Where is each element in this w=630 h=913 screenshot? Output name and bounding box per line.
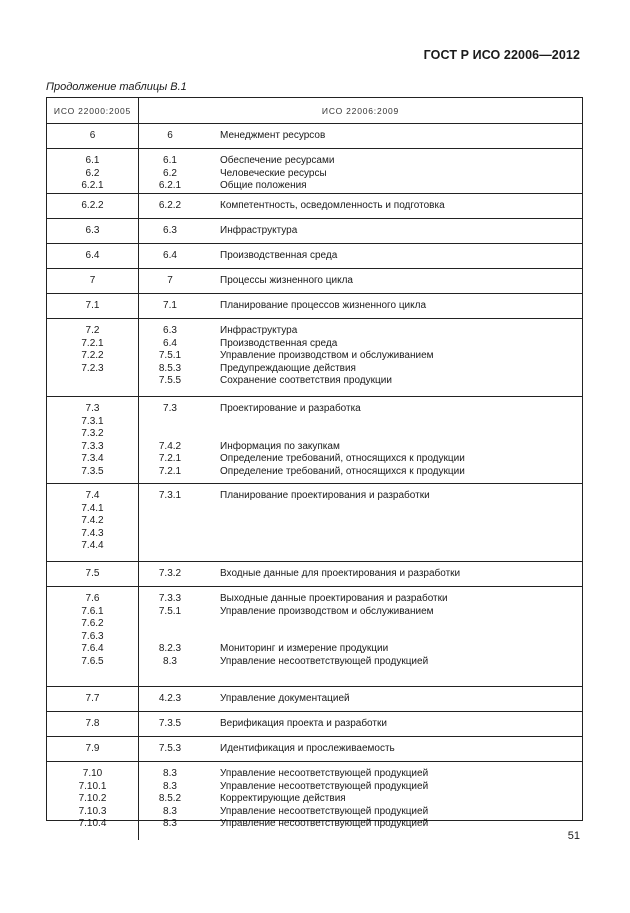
table-body [47, 124, 582, 840]
table-row [47, 294, 582, 319]
iso-22006-clause: 7.2.1 [158, 465, 182, 477]
iso-22000-clause: 6.3 [85, 225, 100, 236]
iso-22000-clause-cell [47, 124, 139, 148]
iso-22006-clause: 6.1 [163, 155, 177, 166]
clause-title-cell [201, 737, 582, 761]
iso-22006-clause-cell [139, 737, 201, 761]
page-number: 51 [567, 830, 580, 842]
iso-22000-clause-cell [47, 484, 139, 561]
clause-title-cell [201, 562, 582, 586]
iso-22006-clause: 7.1 [163, 300, 177, 311]
clause-title: Менеджмент ресурсов [220, 130, 326, 141]
clause-title: Управление несоответствующей продукцией [220, 818, 429, 830]
table-row [47, 562, 582, 587]
iso-22006-clause: 7 [167, 275, 173, 286]
document-header: ГОСТ Р ИСО 22006—2012 [423, 48, 580, 62]
iso-22000-clause-cell [47, 149, 139, 193]
iso-22000-clause-cell [47, 397, 139, 483]
table-caption: Продолжение таблицы В.1 [46, 81, 187, 93]
iso-22006-clause-cell [139, 124, 201, 148]
clause-title: Управление производством и обслуживанием [220, 350, 434, 362]
iso-22000-clause: 7.3.2 [81, 428, 104, 440]
iso-22006-clause [139, 528, 201, 541]
column-header-iso-22006: ИСО 22006:2009 [321, 105, 400, 116]
table-row [47, 737, 582, 762]
iso-22006-clause: 6.2 [163, 167, 177, 179]
iso-22000-clause-cell [47, 219, 139, 243]
iso-22000-clause: 7.4.1 [81, 502, 104, 514]
iso-22006-clause [139, 540, 201, 553]
iso-22000-clause-cell [47, 737, 139, 761]
iso-22006-clause [139, 428, 201, 441]
iso-22006-clause: 7.3.5 [158, 718, 182, 729]
iso-22006-clause-cell [139, 687, 201, 711]
iso-22006-clause-cell [139, 319, 201, 396]
iso-22000-clause: 7.4 [85, 490, 100, 501]
iso-22000-clause-cell [47, 319, 139, 396]
clause-title: Управление несоответствующей продукцией [220, 768, 429, 779]
clause-title: Производственная среда [220, 250, 338, 261]
iso-22006-clause: 7.4.2 [158, 440, 182, 452]
iso-22000-clause: 6.2.1 [81, 180, 104, 192]
iso-22006-clause-cell [139, 244, 201, 268]
iso-22000-clause: 7.10.4 [78, 818, 107, 830]
clause-title: Управление документацией [220, 693, 350, 704]
table-row [47, 194, 582, 219]
iso-22000-clause: 7.6 [85, 593, 100, 604]
table-row [47, 712, 582, 737]
iso-22000-clause-cell [47, 269, 139, 293]
iso-22006-clause: 8.3 [163, 780, 177, 792]
iso-22006-clause [139, 618, 201, 631]
clause-title: Управление несоответствующей продукцией [220, 780, 429, 792]
table-row [47, 484, 582, 562]
iso-22000-clause: 7.2.2 [81, 350, 104, 362]
clause-title-cell [201, 319, 582, 396]
correspondence-table [46, 97, 583, 830]
iso-22000-clause: 7.6.4 [81, 643, 104, 655]
iso-22000-clause: 7.3.5 [81, 465, 104, 477]
iso-22000-clause: 7.2.3 [81, 362, 104, 374]
iso-22006-clause: 8.5.2 [158, 793, 182, 805]
iso-22006-clause: 7.5.3 [158, 743, 182, 754]
iso-22000-clause-cell [47, 712, 139, 736]
iso-22006-clause: 7.3.3 [158, 593, 182, 604]
iso-22006-clause-cell [139, 219, 201, 243]
iso-22000-clause: 7.4.4 [81, 540, 104, 552]
clause-title: Инфраструктура [220, 225, 298, 236]
clause-title-cell [201, 397, 582, 483]
table-row [47, 244, 582, 269]
clause-title [220, 631, 582, 644]
iso-22000-clause-cell [47, 244, 139, 268]
table-row [47, 219, 582, 244]
iso-22000-clause: 7.3 [85, 403, 100, 414]
iso-22000-clause-cell [47, 687, 139, 711]
clause-title [220, 515, 582, 528]
clause-title-cell [201, 762, 582, 840]
iso-22000-clause: 7.10 [82, 768, 103, 779]
iso-22000-clause: 6.2.2 [81, 200, 104, 211]
iso-22006-clause: 6.2.2 [158, 200, 182, 211]
iso-22006-clause: 8.3 [163, 805, 177, 817]
iso-22006-clause: 7.3 [163, 403, 177, 414]
clause-title: Проектирование и разработка [220, 403, 361, 414]
iso-22006-clause-cell [139, 587, 201, 686]
iso-22000-clause: 7.10.2 [78, 793, 107, 805]
iso-22000-clause: 6.2 [85, 167, 100, 179]
clause-title-cell [201, 484, 582, 561]
iso-22006-clause-cell [139, 712, 201, 736]
iso-22000-clause: 7.7 [85, 693, 100, 704]
clause-title: Планирование процессов жизненного цикла [220, 300, 427, 311]
iso-22000-clause: 7.6.5 [81, 655, 104, 667]
table-row [47, 687, 582, 712]
table-row [47, 149, 582, 194]
table-row [47, 587, 582, 687]
iso-22006-clause: 6.4 [163, 250, 177, 261]
iso-22006-clause: 8.2.3 [158, 643, 182, 655]
iso-22000-clause: 7.10.3 [78, 805, 107, 817]
iso-22000-clause [47, 375, 138, 388]
clause-title: Инфраструктура [220, 325, 298, 336]
clause-title: Входные данные для проектирования и разработки [220, 568, 461, 579]
iso-22006-clause-cell [139, 269, 201, 293]
iso-22006-clause: 6.2.1 [158, 180, 182, 192]
iso-22006-clause: 8.3 [163, 768, 177, 779]
iso-22000-clause: 7.6.1 [81, 605, 104, 617]
clause-title: Компетентность, осведомленность и подготовка [220, 200, 445, 211]
table-row [47, 319, 582, 397]
clause-title: Управление несоответствующей продукцией [220, 805, 429, 817]
iso-22000-clause-cell [47, 562, 139, 586]
table-row [47, 397, 582, 484]
clause-title-cell [201, 587, 582, 686]
clause-title-cell [201, 219, 582, 243]
clause-title: Планирование проектирования и разработки [220, 490, 430, 501]
clause-title-cell [201, 294, 582, 318]
clause-title: Общие положения [220, 180, 307, 192]
clause-title: Идентификация и прослеживаемость [220, 743, 395, 754]
iso-22006-clause-cell [139, 562, 201, 586]
clause-title: Человеческие ресурсы [220, 167, 327, 179]
iso-22000-clause: 7.6.3 [81, 630, 104, 642]
column-header-iso-22000: ИСО 22000:2005 [47, 98, 139, 123]
iso-22000-clause: 7.6.2 [81, 618, 104, 630]
clause-title: Производственная среда [220, 337, 338, 349]
clause-title: Определение требований, относящихся к продукции [220, 453, 465, 465]
iso-22006-clause-cell [139, 397, 201, 483]
iso-22000-clause: 7.1 [85, 300, 100, 311]
iso-22000-clause: 7.9 [85, 743, 100, 754]
iso-22000-clause: 7.3.1 [81, 415, 104, 427]
clause-title-cell [201, 149, 582, 193]
iso-22000-clause: 7.4.2 [81, 515, 104, 527]
iso-22006-clause: 4.2.3 [158, 693, 182, 704]
clause-title-cell [201, 712, 582, 736]
iso-22006-clause: 8.5.3 [158, 362, 182, 374]
iso-22006-clause: 7.3.2 [158, 568, 182, 579]
clause-title: Определение требований, относящихся к продукции [220, 465, 465, 477]
iso-22006-clause: 6.4 [163, 337, 177, 349]
iso-22006-clause-cell [139, 149, 201, 193]
clause-title-cell [201, 244, 582, 268]
clause-title-cell [201, 194, 582, 218]
iso-22000-clause: 7.3.3 [81, 440, 104, 452]
clause-title: Обеспечение ресурсами [220, 155, 335, 166]
clause-title: Процессы жизненного цикла [220, 275, 353, 286]
iso-22000-clause-cell [47, 587, 139, 686]
iso-22006-clause: 8.3 [163, 655, 177, 667]
iso-22000-clause-cell [47, 762, 139, 840]
iso-22006-clause: 8.3 [163, 818, 177, 830]
clause-title [220, 416, 582, 429]
clause-title: Информация по закупкам [220, 440, 340, 452]
clause-title [220, 618, 582, 631]
iso-22000-clause: 7.4.3 [81, 527, 104, 539]
clause-title: Управление производством и обслуживанием [220, 605, 434, 617]
iso-22006-clause: 7.5.5 [158, 375, 182, 387]
table-row [47, 762, 582, 840]
iso-22006-clause [139, 416, 201, 429]
iso-22006-clause-cell [139, 762, 201, 840]
table-row [47, 124, 582, 149]
clause-title [220, 503, 582, 516]
iso-22006-clause: 6 [167, 130, 173, 141]
iso-22006-clause: 7.5.1 [158, 350, 182, 362]
iso-22000-clause-cell [47, 194, 139, 218]
clause-title-cell [201, 124, 582, 148]
iso-22000-clause: 7.3.4 [81, 453, 104, 465]
iso-22006-clause-cell [139, 294, 201, 318]
clause-title: Корректирующие действия [220, 793, 346, 805]
iso-22000-clause-cell [47, 294, 139, 318]
iso-22000-clause: 6 [89, 130, 96, 141]
iso-22006-clause: 7.5.1 [158, 605, 182, 617]
clause-title [220, 528, 582, 541]
clause-title: Управление несоответствующей продукцией [220, 655, 429, 667]
table-row [47, 269, 582, 294]
iso-22006-clause: 7.3.1 [158, 490, 182, 501]
iso-22006-clause-cell [139, 484, 201, 561]
clause-title-cell [201, 269, 582, 293]
iso-22006-clause-cell [139, 194, 201, 218]
clause-title: Верификация проекта и разработки [220, 718, 387, 729]
iso-22000-clause: 7.8 [85, 718, 100, 729]
iso-22000-clause: 7.2.1 [81, 337, 104, 349]
iso-22006-clause [139, 503, 201, 516]
iso-22000-clause: 6.4 [85, 250, 100, 261]
iso-22006-clause: 6.3 [163, 225, 177, 236]
iso-22000-clause: 7.5 [85, 568, 100, 579]
iso-22006-clause: 6.3 [163, 325, 177, 336]
table-header-row [47, 98, 582, 124]
iso-22006-clause [139, 515, 201, 528]
iso-22000-clause: 7.2 [85, 325, 100, 336]
iso-22006-clause [139, 631, 201, 644]
iso-22000-clause: 7 [89, 275, 96, 286]
iso-22006-clause: 7.2.1 [158, 453, 182, 465]
iso-22000-clause: 6.1 [85, 155, 100, 166]
clause-title [220, 428, 582, 441]
clause-title [220, 540, 582, 553]
clause-title-cell [201, 687, 582, 711]
clause-title: Предупреждающие действия [220, 362, 356, 374]
clause-title: Мониторинг и измерение продукции [220, 643, 389, 655]
iso-22000-clause: 7.10.1 [78, 780, 107, 792]
clause-title: Выходные данные проектирования и разработки [220, 593, 448, 604]
clause-title: Сохранение соответствия продукции [220, 375, 392, 387]
